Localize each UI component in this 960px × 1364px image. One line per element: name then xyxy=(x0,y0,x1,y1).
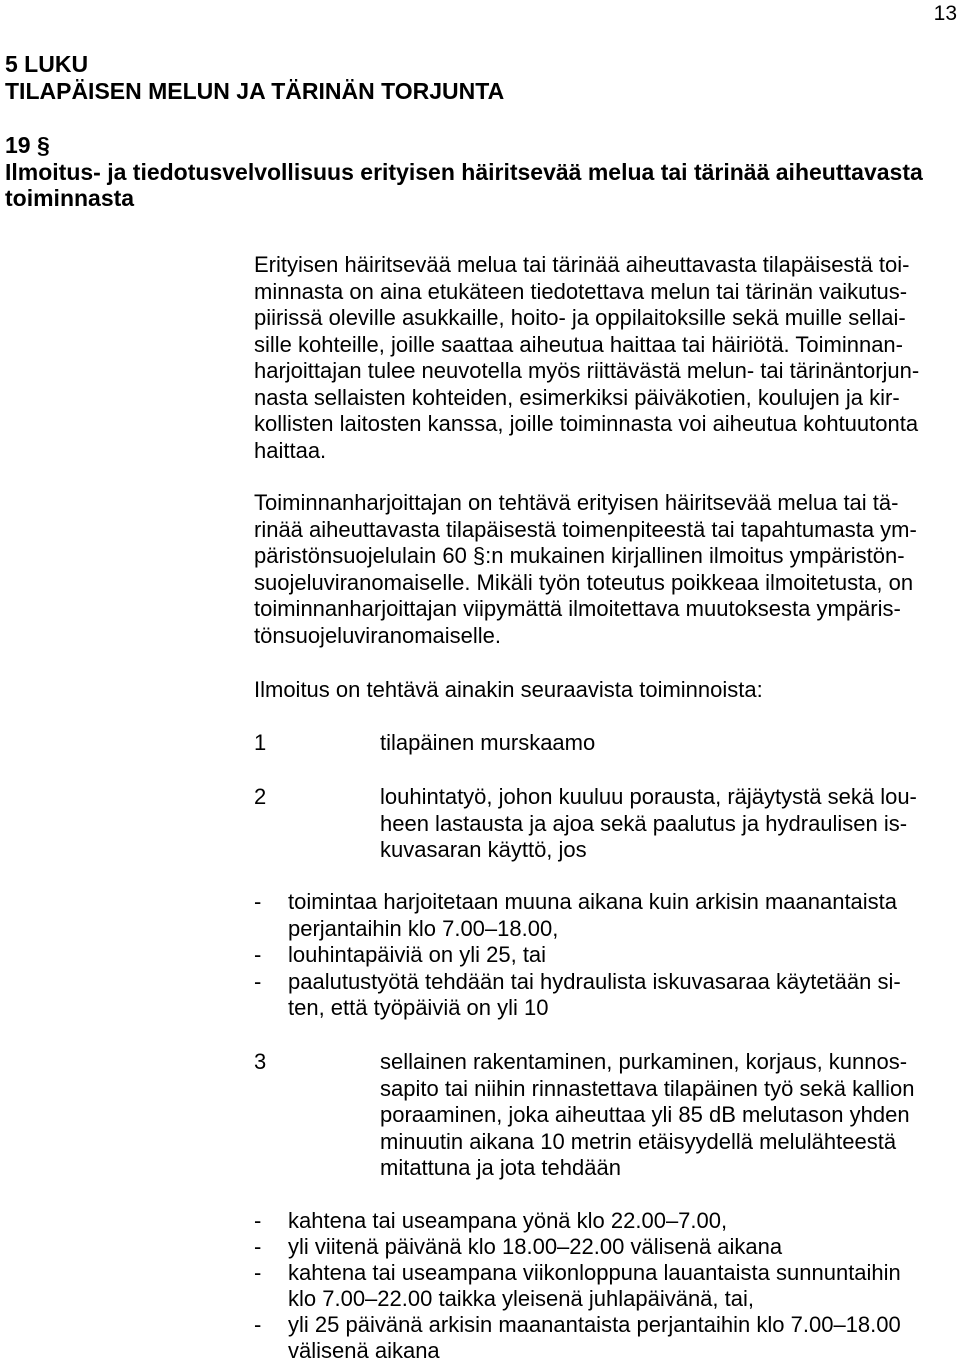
condition-marker: - xyxy=(254,1260,262,1285)
paragraph-line: harjoittajan tulee neuvotella myös riittävästä melun- tai tärinäntorjun- xyxy=(254,358,920,383)
paragraph-line: rinää aiheuttavasta tilapäisestä toimenpiteestä tai tapahtumasta ym- xyxy=(254,516,917,542)
list-item-number: 2 xyxy=(254,784,267,809)
chapter-heading xyxy=(5,51,504,104)
condition-line: yli viitenä päivänä klo 18.00–22.00 välisenä aikana xyxy=(288,1234,783,1259)
condition-marker: - xyxy=(254,1234,262,1259)
condition-marker: - xyxy=(254,1208,262,1233)
condition-line: ten, että työpäiviä on yli 10 xyxy=(288,995,549,1020)
list-item-line: sapito tai niihin rinnastettava tilapäinen työ sekä kallion xyxy=(380,1075,915,1101)
list-intro xyxy=(254,677,763,704)
list-item-line: louhintatyö, johon kuuluu porausta, räjäytystä sekä lou- xyxy=(380,784,917,809)
paragraph-line: kollisten laitosten kanssa, joille toiminnasta voi aiheutua kohtuutonta xyxy=(254,411,919,436)
condition-marker: - xyxy=(254,942,262,967)
condition-list xyxy=(254,1208,954,1364)
paragraph-line: haittaa. xyxy=(254,437,327,463)
paragraph-line: toiminnanharjoittajan viipymättä ilmoitettava muutoksesta ympäris- xyxy=(254,596,901,621)
condition-list xyxy=(254,889,954,1022)
paragraph-line: päristönsuojelulain 60 §:n mukainen kirjallinen ilmoitus ympäristön- xyxy=(254,543,905,568)
section-title-line: toiminnasta xyxy=(5,185,135,211)
paragraph-line: piirissä oleville asukkaille, hoito- ja oppilaitoksille sekä muille sellai- xyxy=(254,305,906,330)
chapter-number: 5 LUKU xyxy=(5,51,89,77)
paragraph-line: minnasta on aina etukäteen tiedotettava melun tai tärinän vaikutus- xyxy=(254,278,908,304)
condition-item xyxy=(254,889,954,942)
list-item-line: heen lastausta ja ajoa sekä paalutus ja hydraulisen is- xyxy=(380,810,908,836)
list-item-number: 3 xyxy=(254,1049,267,1074)
section-number: 19 § xyxy=(5,132,50,158)
condition-line: louhintapäiviä on yli 25, tai xyxy=(288,942,547,967)
list-item-line: sellainen rakentaminen, purkaminen, korjaus, kunnos- xyxy=(380,1049,908,1074)
paragraph-line: tönsuojeluviranomaiselle. xyxy=(254,622,502,648)
condition-item xyxy=(254,1234,954,1260)
condition-line: toimintaa harjoitetaan muuna aikana kuin arkisin maanantaista xyxy=(288,889,898,914)
condition-line: kahtena tai useampana viikonloppuna lauantaista sunnuntaihin xyxy=(288,1260,901,1285)
condition-line: välisenä aikana xyxy=(288,1338,440,1363)
condition-item xyxy=(254,969,954,1022)
list-item xyxy=(254,784,954,864)
condition-marker: - xyxy=(254,968,262,994)
chapter-title: TILAPÄISEN MELUN JA TÄRINÄN TORJUNTA xyxy=(5,77,505,104)
list-item xyxy=(254,1049,954,1182)
list-intro-line: Ilmoitus on tehtävä ainakin seuraavista toiminnoista: xyxy=(254,677,763,702)
paragraph xyxy=(254,252,919,464)
list-item-line: kuvasaran käyttö, jos xyxy=(380,837,587,862)
list-item-line: mitattuna ja jota tehdään xyxy=(380,1155,621,1180)
paragraph xyxy=(254,490,917,649)
condition-item xyxy=(254,1312,954,1364)
section-heading xyxy=(5,132,923,212)
paragraph-line: Toiminnanharjoittajan on tehtävä erityisen häiritsevää melua tai tä- xyxy=(254,490,899,515)
condition-item xyxy=(254,1260,954,1312)
list-item xyxy=(254,730,954,757)
paragraph-line: nasta sellaisten kohteiden, esimerkiksi päiväkotien, koulujen ja kir- xyxy=(254,384,900,410)
condition-line: paalutustyötä tehdään tai hydraulista iskuvasaraa käytetään si- xyxy=(288,968,901,994)
condition-marker: - xyxy=(254,889,262,914)
condition-line: kahtena tai useampana yönä klo 22.00–7.00, xyxy=(288,1208,728,1233)
list-item-line: poraaminen, joka aiheuttaa yli 85 dB melutason yhden xyxy=(380,1102,910,1127)
condition-line: klo 7.00–22.00 taikka yleisenä juhlapäivänä, tai, xyxy=(288,1286,754,1311)
condition-line: perjantaihin klo 7.00–18.00, xyxy=(288,915,559,941)
condition-item xyxy=(254,1208,954,1234)
list-item-line: minuutin aikana 10 metrin etäisyydellä melulähteestä xyxy=(380,1128,897,1154)
page-number: 13 xyxy=(933,2,957,25)
condition-marker: - xyxy=(254,1312,262,1337)
condition-line: yli 25 päivänä arkisin maanantaista perjantaihin klo 7.00–18.00 xyxy=(288,1312,901,1337)
paragraph-line: suojeluviranomaiselle. Mikäli työn toteutus poikkeaa ilmoitetusta, on xyxy=(254,569,914,595)
section-title-line: Ilmoitus- ja tiedotusvelvollisuus erityisen häiritsevää melua tai tärinää aiheuttavasta xyxy=(5,158,923,185)
list-item-number: 1 xyxy=(254,730,267,755)
paragraph-line: sille kohteille, joille saattaa aiheutua haittaa tai häiriötä. Toiminnan- xyxy=(254,331,903,357)
condition-item xyxy=(254,942,954,969)
list-item-line: tilapäinen murskaamo xyxy=(380,730,596,755)
paragraph-line: Erityisen häiritsevää melua tai tärinää aiheuttavasta tilapäisestä toi- xyxy=(254,252,910,277)
